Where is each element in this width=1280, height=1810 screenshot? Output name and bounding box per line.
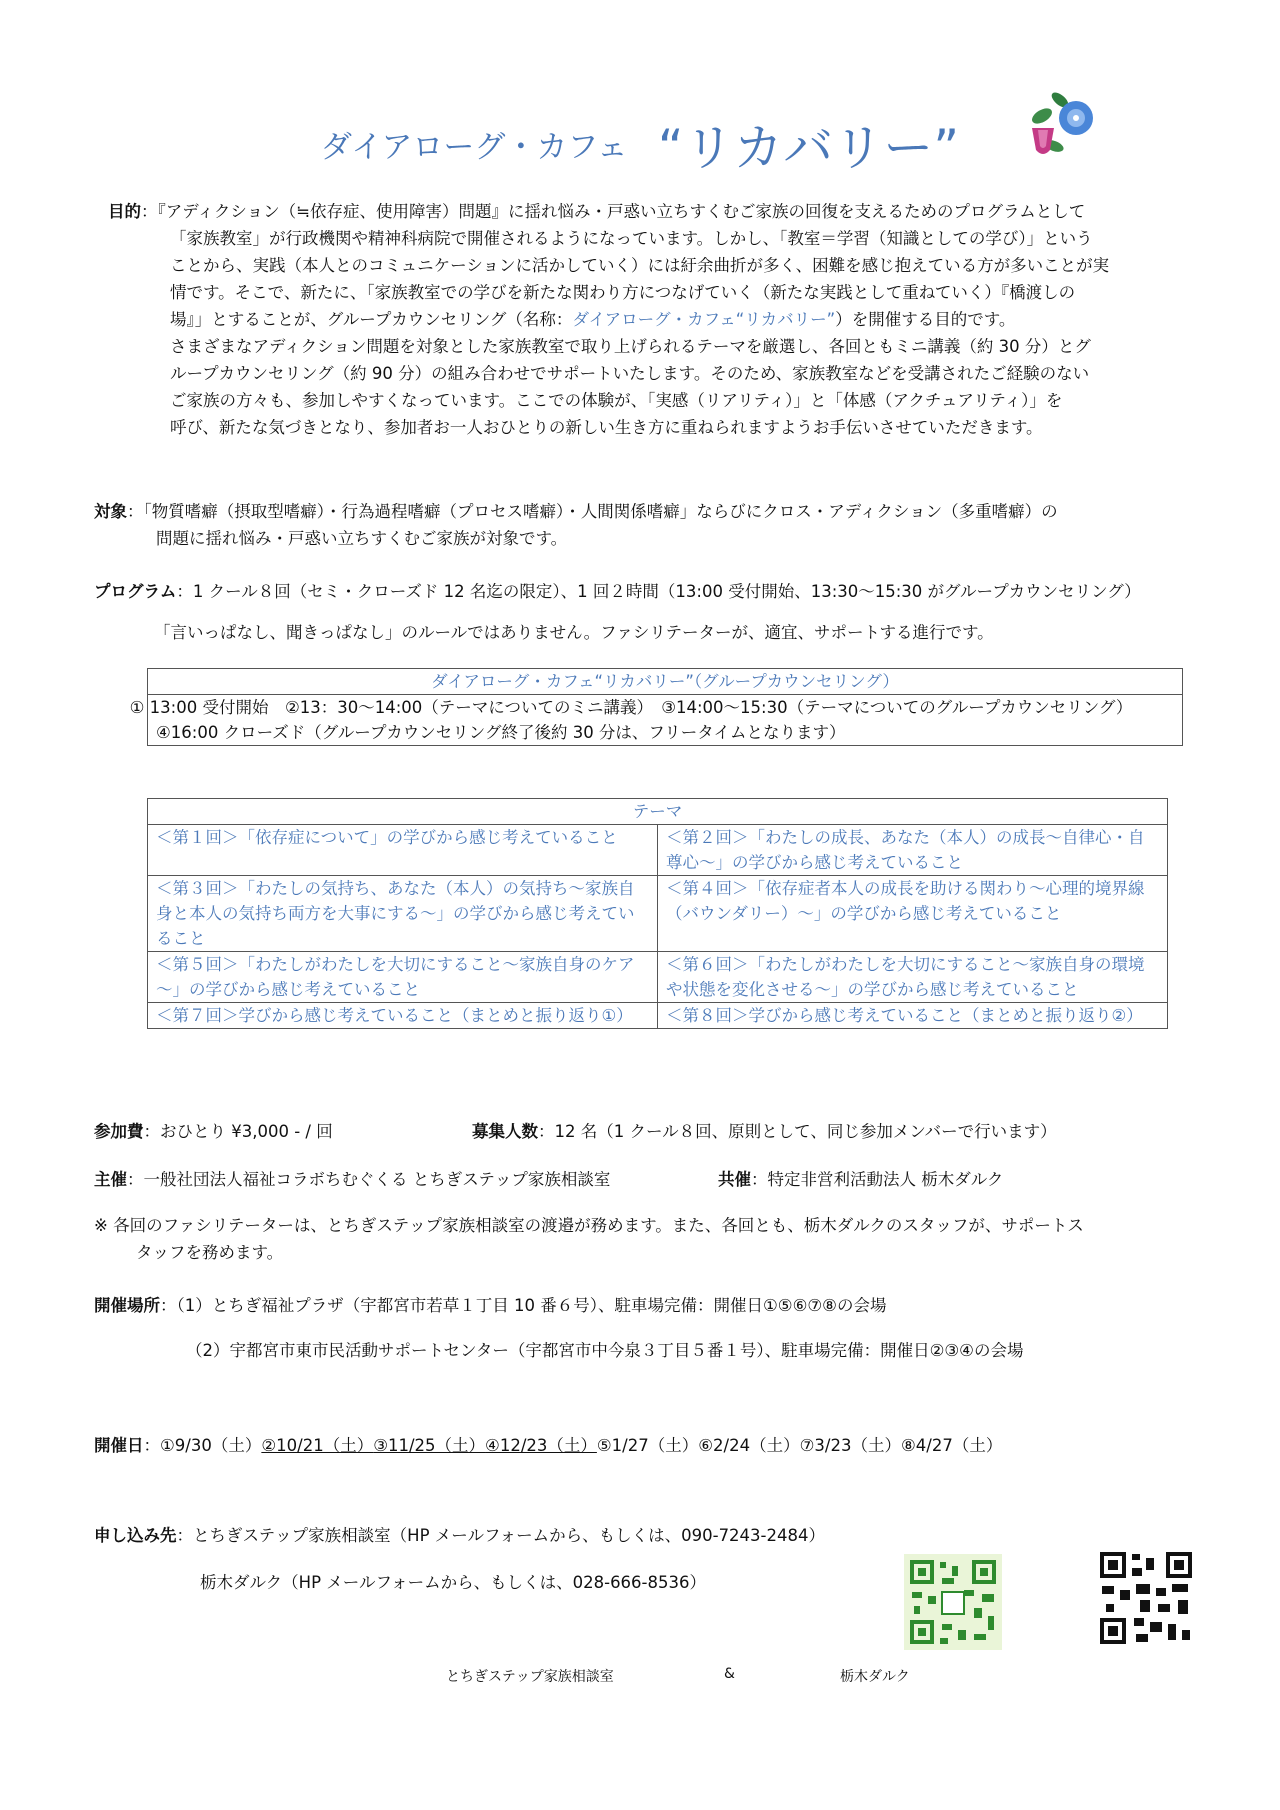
theme-session-4: ＜第４回＞「依存症者本人の成長を助ける関わり～心理的境界線（バウンダリー）～」の学びから感じ考えていること [658,876,1168,952]
program-section: プログラム：1 クール８回（セミ・クローズド 12 名迄の限定）、1 回２時間（13:00 受付開始、13:30～15:30 がグループカウンセリング） 「言いっぱなし、聞きっぱなし」のルールではありません。ファシリテーターが、適宜、サポートする進行です。 [94,578,1204,646]
qr-code-icon[interactable] [1098,1550,1194,1646]
note-line-1: ※ 各回のファシリテーターは、とちぎステップ家族相談室の渡邉が務めます。また、各回とも、栃木ダルクのスタッフが、サポートス [94,1216,1084,1235]
cohost-label: 共催 [718,1170,751,1189]
host-label: 主催 [94,1170,127,1189]
schedule-box [129,668,1183,746]
theme-session-3: ＜第３回＞「わたしの気持ち、あなた（本人）の気持ち～家族自身と本人の気持ち両方を大事にする～」の学びから感じ考えていること [148,876,658,952]
purpose-section: 目的：『アディクション（≒依存症、使用障害）問題』に揺れ悩み・戸惑い立ちすくむご家族の回復を支えるためのプログラムとして 「家族教室」が行政機関や精神科病院で開催されるようになっています。しかし、「教室＝学習（知識としての学び）」という ことから、実践（本人とのコミュニケーションに活かしていく）には紆余曲折が多く、困難を感じ抱えている方が多いことが実 情です。そこで、新たに、「家族教室での学びを新たな関わり方につなげていく（新たな実践として重ねていく）『橋渡しの 場』」とすることが、グループカウンセリング（名称：ダイアローグ・カフェ“リカバリー”）を開催する目的です。 さまざまなアディクション問題を対象とした家族教室で取り上げられるテーマを厳選し、各回ともミニ講義（約 30 分）とグ ループカウンセリング（約 90 分）の組み合わせでサポートいたします。そのため、家族教室などを受講されたご経験のない ご家族の方々も、参加しやすくなっています。ここでの体験が、「実感（リアリティ）」と「体感（アクチュアリティ）」を 呼び、新たな気づきとなり、参加者お一人おひとりの新しい生き方に重ねられますようお手伝いさせていただきます。 [108,198,1198,441]
target-label: 対象 [94,502,127,521]
date-7: ⑦3/23（土） [799,1436,901,1455]
capacity-value: 12 名（1 クール８回、原則として、同じ参加メンバーで行います） [554,1122,1057,1141]
purpose-line-2: 「家族教室」が行政機関や精神科病院で開催されるようになっています。しかし、「教室＝学習（知識としての学び）」という [170,229,1093,248]
target-line-2: 問題に揺れ悩み・戸惑い立ちすくむご家族が対象です。 [156,529,568,548]
morning-glory-flower-icon [1020,88,1100,168]
purpose-line-3: ことから、実践（本人とのコミュニケーションに活かしていく）には紆余曲折が多く、困難を感じ抱えている方が多いことが実 [170,256,1110,275]
purpose-label: 目的 [108,202,141,221]
cohost-value: 特定非営利活動法人 栃木ダルク [767,1170,1004,1189]
purpose-line-8: ご家族の方々も、参加しやすくなっています。ここでの体験が、「実感（リアリティ）」と「体感（アクチュアリティ）」を [170,391,1063,410]
venue-line-2: （2）宇都宮市東市民活動サポートセンター（宇都宮市中今泉３丁目５番１号）、駐車場完備：開催日②③④の会場 [186,1341,1024,1360]
purpose-program-name: ダイアローグ・カフェ“リカバリー” [572,310,836,329]
target-section: 対象：「物質嗜癖（摂取型嗜癖）・行為過程嗜癖（プロセス嗜癖）・人間関係嗜癖」ならびにクロス・アディクション（多重嗜癖）の 問題に揺れ悩み・戸惑い立ちすくむご家族が対象です。 [94,498,1204,552]
footer-left: とちぎステップ家族相談室 [446,1669,614,1685]
date-6: ⑥2/24（土） [698,1436,800,1455]
dates-section: 開催日：①9/30（土）②10/21（土）③11/25（土）④12/23（土）⑤1/27（土）⑥2/24（土）⑦3/23（土）⑧4/27（土） [94,1436,1003,1455]
capacity-label: 募集人数 [472,1122,538,1141]
program-line-2: 「言いっぱなし、聞きっぱなし」のルールではありません。ファシリテーターが、適宜、サポートする進行です。 [154,623,994,642]
date-2: ②10/21（土） [261,1436,374,1455]
venue-section: 開催場所：（1）とちぎ福祉プラザ（宇都宮市若草１丁目 10 番６号）、駐車場完備：開催日①⑤⑥⑦⑧の会場 （2）宇都宮市東市民活動サポートセンター（宇都宮市中今泉３丁目５番１号）、駐車場完備：開催日②③④の会場 [94,1292,1204,1364]
theme-session-8: ＜第８回＞学びから感じ考えていること（まとめと振り返り②） [658,1003,1168,1029]
cohost-section: 共催：特定非営利活動法人 栃木ダルク [718,1170,1004,1189]
theme-session-1: ＜第１回＞「依存症について」の学びから感じ考えていること [148,825,658,876]
theme-session-2: ＜第２回＞「わたしの成長、あなた（本人）の成長～自律心・自尊心～」の学びから感じ考えていること [658,825,1168,876]
program-label: プログラム [94,582,177,601]
purpose-line-5c: ）を開催する目的です。 [835,310,1016,329]
theme-table [147,798,1168,1029]
title-main: ダイアローグ・カフェ [320,129,628,166]
schedule-box-header: ダイアローグ・カフェ“リカバリー”（グループカウンセリング） [148,669,1183,695]
theme-table-header: テーマ [148,799,1168,825]
date-1: ①9/30（土） [160,1436,262,1455]
qr-code-icon[interactable] [904,1554,1002,1650]
date-4: ④12/23（土） [485,1436,597,1455]
apply-label: 申し込み先 [94,1526,177,1545]
note-line-2: タッフを務めます。 [136,1243,284,1262]
apply-section: 申し込み先：とちぎステップ家族相談室（HP メールフォームから、もしくは、090-7243-2484） 栃木ダルク（HP メールフォームから、もしくは、028-666-8536） [94,1522,1204,1596]
purpose-line-1: 『アディクション（≒依存症、使用障害）問題』に揺れ悩み・戸惑い立ちすくむご家族の回復を支えるためのプログラムとして [157,202,1086,221]
purpose-line-6: さまざまなアディクション問題を対象とした家族教室で取り上げられるテーマを厳選し、各回ともミニ講義（約 30 分）とグ [170,337,1091,356]
title-name: “リカバリー” [657,119,960,177]
purpose-line-7: ループカウンセリング（約 90 分）の組み合わせでサポートいたします。そのため、家族教室などを受講されたご経験のない [170,364,1090,383]
apply-line-2: 栃木ダルク（HP メールフォームから、もしくは、028-666-8536） [200,1573,707,1592]
fee-section: 参加費：おひとり ¥3,000 - / 回 [94,1122,333,1141]
purpose-line-5a: 場』」とすることが、グループカウンセリング（名称： [170,310,573,329]
footer-ampersand: & [724,1666,735,1682]
host-value: 一般社団法人福祉コラボちむぐくる とちぎステップ家族相談室 [143,1170,611,1189]
note-section [94,1212,1204,1266]
purpose-line-4: 情です。そこで、新たに、「家族教室での学びを新たな関わり方につなげていく（新たな実践として重ねていく）『橋渡しの [170,283,1076,302]
fee-label: 参加費 [94,1122,144,1141]
theme-session-5: ＜第５回＞「わたしがわたしを大切にすること～家族自身のケア～」の学びから感じ考えていること [148,952,658,1003]
program-line-1: 1 クール８回（セミ・クローズド 12 名迄の限定）、1 回２時間（13:00 受付開始、13:30～15:30 がグループカウンセリング） [192,582,1141,601]
date-3: ③11/25（土） [373,1436,486,1455]
purpose-line-9: 呼び、新たな気づきとなり、参加者お一人おひとりの新しい生き方に重ねられますようお手伝いさせていただきます。 [170,418,1043,437]
venue-label: 開催場所 [94,1296,160,1315]
date-8: ⑧4/27（土） [900,1436,1003,1455]
host-section: 主催：一般社団法人福祉コラボちむぐくる とちぎステップ家族相談室 [94,1170,611,1189]
dates-label: 開催日 [94,1436,144,1455]
venue-line-1: （1）とちぎ福祉プラザ（宇都宮市若草１丁目 10 番６号）、駐車場完備：開催日①⑤⑥⑦⑧の会場 [176,1296,887,1315]
apply-line-1: とちぎステップ家族相談室（HP メールフォームから、もしくは、090-7243-2484） [193,1526,826,1545]
date-5: ⑤1/27（土） [596,1436,699,1455]
capacity-section: 募集人数：12 名（1 クール８回、原則として、同じ参加メンバーで行います） [472,1122,1057,1141]
footer-right: 栃木ダルク [840,1669,910,1685]
theme-session-6: ＜第６回＞「わたしがわたしを大切にすること～家族自身の環境や状態を変化させる～」の学びから感じ考えていること [658,952,1168,1003]
target-line-1: 「物質嗜癖（摂取型嗜癖）・行為過程嗜癖（プロセス嗜癖）・人間関係嗜癖」ならびにクロス・アディクション（多重嗜癖）の [143,502,1058,521]
schedule-box-body: ① 13:00 受付開始 ②13：30～14:00（テーマについてのミニ講義） ③14:00～15:30（テーマについてのグループカウンセリング） ④16:00 クローズド（グループカウンセリング終了後約 30 分は、フリータイムとなります） [148,695,1183,746]
fee-value: おひとり ¥3,000 - / 回 [160,1122,333,1141]
theme-session-7: ＜第７回＞学びから感じ考えていること（まとめと振り返り①） [148,1003,658,1029]
